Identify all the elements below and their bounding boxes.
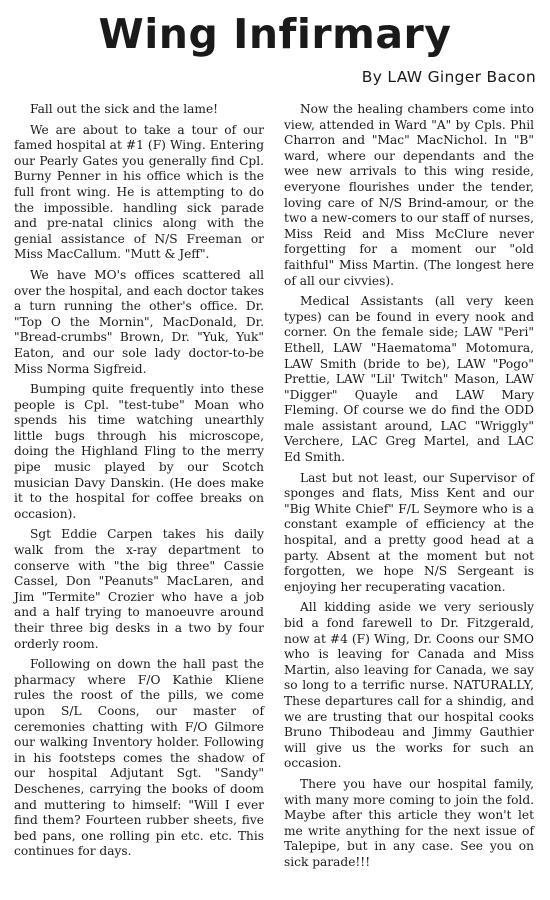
paragraph: There you have our hospital family, with many more coming to join the fold. Maybe after this article they won't let me write anything for the next issue of Talepipe, but in any case. See you on sick parade!!!: [284, 776, 534, 869]
paragraph: Following on down the hall past the pharmacy where F/O Kathie Kliene rules the roost of the pills, we come upon S/L Coons, our master of ceremonies chatting with F/O Gilmore our walking Inventory holder. Following in his footsteps comes the shadow of our hospital Adjutant Sgt. "Sandy" Deschenes, carrying the books of doom and muttering to himself: "Will I ever find them? Fourteen rubber sheets, five bed pans, one rolling pin etc. etc. This continues for days.: [14, 657, 264, 859]
paragraph: All kidding aside we very seriously bid a fond farewell to Dr. Fitzgerald, now at #4 (F) Wing, Dr. Coons our SMO who is leaving for Canada and Miss Martin, also leaving for Canada, we say so long to a terrific nurse. NATURALLY, These departures call for a shindig, and we are trusting that our hospital cooks Bruno Thibodeau and Jimmy Gauthier will give us the works for such an occasion.: [284, 600, 534, 771]
paragraph: Bumping quite frequently into these people is Cpl. "test-tube" Moan who spends his time watching unearthly little bugs through his microscope, doing the Highland Fling to the merry pipe music played by our Scotch musician Davy Danskin. (He does make it to the hospital for coffee breaks on occasion).: [14, 382, 264, 521]
paragraph: We are about to take a tour of our famed hospital at #1 (F) Wing. Entering our Pearly Gates you generally find Cpl. Burny Penner in his office which is the full front wing. He is attempting to do the impossible. handling sick parade and pre-natal clinics along with the genial assistance of N/S Freeman or Miss MacCallum. "Mutt & Jeff".: [14, 122, 264, 262]
paragraph: We have MO's offices scattered all over the hospital, and each doctor takes a turn running the other's office. Dr. "Top O the Mornin", MacDonald, Dr. "Bread-crumbs" Brown, Dr. "Yuk, Yuk" Eaton, and our sole lady doctor-to-be Miss Norma Sigfreid.: [14, 267, 264, 376]
paragraph: Now the healing chambers come into view, attended in Ward "A" by Cpls. Phil Charron and "Mac" MacNichol. In "B" ward, where our dependants and the wee new arrivals to this wing reside, everyone flourishes under the tender, loving care of N/S Brind-amour, or the two a new-comers to our staff of nurses, Miss Reid and Miss McClure never forgetting for a moment our "old faithful" Miss Martin. (The longest here of all our civvies).: [284, 102, 534, 288]
paragraph: Last but not least, our Supervisor of sponges and flats, Miss Kent and our "Big White Chief" F/L Seymore who is a constant example of efficiency at the hospital, and a pretty good head at a party. Absent at the moment but not forgotten, we hope N/S Sergeant is enjoying her recuperating vacation.: [284, 470, 534, 594]
paragraph: Medical Assistants (all very keen types) can be found in every nook and corner. On the female side; LAW "Peri" Ethell, LAW "Haematoma" Motomura, LAW Smith (bride to be), LAW "Pogo" Prettie, LAW "Lil' Twitch" Mason, LAW "Digger" Quayle and LAW Mary Fleming. Of course we do find the ODD male assistant around, LAC "Wriggly" Verchere, LAC Greg Martel, and LAC Ed Smith.: [284, 294, 534, 465]
paragraph: Sgt Eddie Carpen takes his daily walk from the x-ray department to conserve with "the big three" Cassie Cassel, Don "Peanuts" MacLaren, and Jim "Termite" Crozier who have a job and a half trying to manoeuvre around their three big desks in a two by four orderly room.: [14, 527, 264, 651]
left-column: [14, 102, 264, 865]
right-column: [284, 102, 534, 876]
article-byline: By LAW Ginger Bacon: [361, 68, 536, 86]
paragraph: Fall out the sick and the lame!: [30, 102, 219, 116]
article-title: Wing Infirmary: [98, 10, 452, 58]
